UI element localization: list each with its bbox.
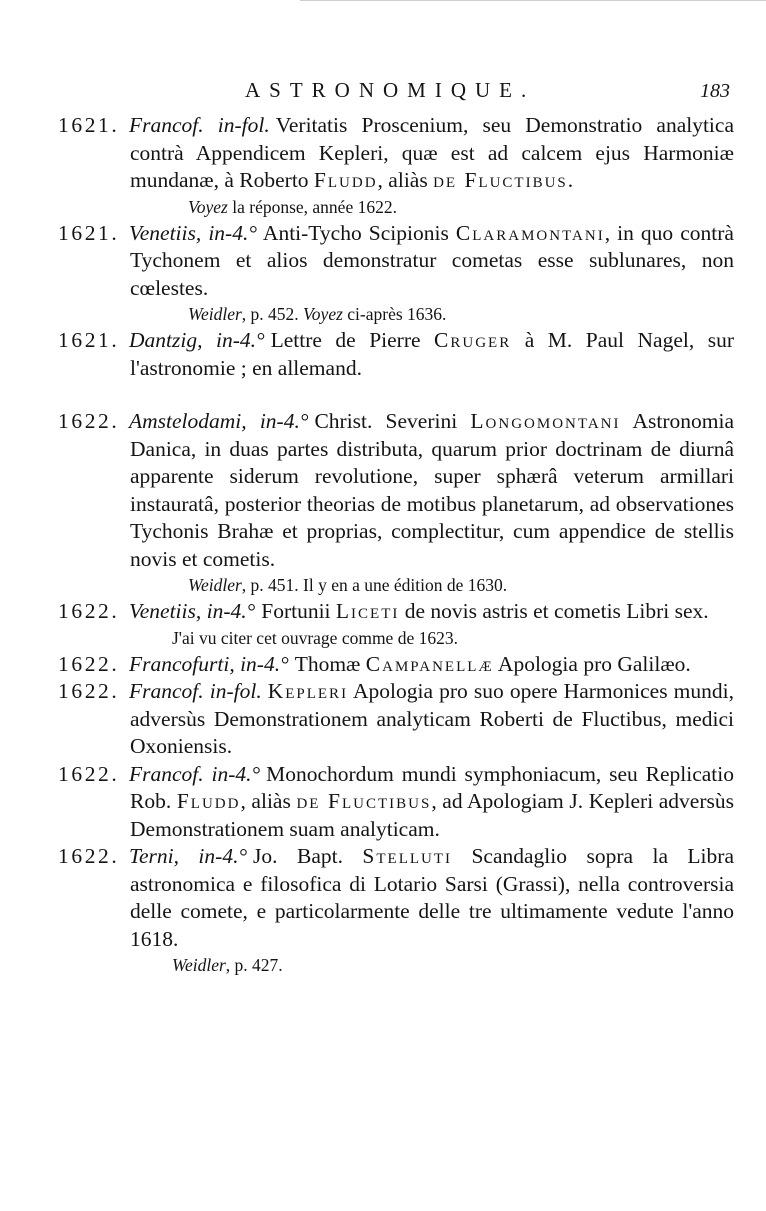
entry-body [130,651,734,679]
page-header [0,78,766,108]
entry-note [172,953,726,978]
note-italic: Weidler [188,304,242,324]
author-name: Campanellæ [365,651,494,676]
entry-place: Venetiis, in-4.° [129,220,257,245]
entry-note [188,573,726,598]
entry-year: 1622. [58,651,120,676]
entry-text: à M. Paul Nagel, sur l'astronomie ; en allemand. [130,328,734,380]
entry-year: 1621. [58,328,120,352]
entry-place: Francof. in-4.° [129,761,261,786]
entry-text: Veritatis Proscenium, seu Demonstratio analytica contrà Appendicem Kepleri, quæ est ad calcem ejus Harmoniæ mundanæ, à Roberto [130,113,734,192]
entry-1622-amstelodami [0,408,766,598]
entry-text: Apologia pro suo opere Harmonices mundi, adversùs Demonstrationem analyticam Roberti de Fluctibus, medici Oxoniensis. [130,679,734,758]
entry-place: Terni, in-4.° [129,844,248,868]
note-text: , p. 451. Il y en a une édition de 1630. [241,575,508,595]
entry-place: Venetiis, in-4.° [129,599,256,623]
entry-place: Amstelodami, in-4.° [129,409,309,433]
note-italic: Weidler [172,955,226,975]
top-rule [300,0,766,1]
entry-text: Jo. Bapt. [253,844,363,868]
entry-note [188,195,726,220]
entry-place: Dantzig, in-4.° [129,328,265,352]
entry-year: 1621. [58,113,120,137]
author-name: Cruger [434,328,512,352]
entry-body [130,112,734,195]
note-italic: Weidler [188,575,242,595]
author-alias: de Fluctibus [296,789,432,813]
entry-text: de novis astris et cometis Libri sex. [399,599,709,623]
entry-text: Lettre de Pierre [270,328,435,352]
entry-text: Astronomia Danica, in duas partes distributa, quarum prior doctrinam de diurnâ apparente siderum revolutione, super sphærâ veterum armillari instauratâ, posterior theorias de motibus planetarum, ad observationes Tychonis Brahæ et proprias, complectitur, cum appendice de stellis novis et cometis. [130,409,734,571]
entry-body [130,220,734,303]
entry-1621-venetiis [0,220,766,328]
entry-1621-dantzig [0,327,766,382]
entry-1622-francofurti [0,651,766,679]
entry-body [130,598,734,626]
page-number: 183 [700,80,730,102]
entry-year: 1622. [58,409,120,433]
entry-note [188,302,726,327]
author-name: Claramontani [455,220,605,245]
entry-1622-francof-fol [0,678,766,761]
entry-text: Christ. Severini [314,409,471,433]
entry-1622-venetiis [0,598,766,651]
entry-year: 1622. [58,844,120,868]
entry-1622-francof-4 [0,761,766,844]
running-title: ASTRONOMIQUE. [245,78,536,102]
entry-text: , aliàs [240,789,297,813]
entry-year: 1622. [58,599,120,623]
bibliography-entries [0,112,766,978]
entry-body [130,327,734,382]
entry-text: Thomæ [294,651,366,676]
entry-body [130,761,734,844]
entry-text: Apologia pro Galilæo. [493,651,691,676]
entry-text: , ad Apologiam J. Kepleri adversùs Demonstrationem suam analyticam. [130,789,734,841]
entry-year: 1622. [58,761,120,786]
note-text: la réponse, année 1622. [227,196,397,217]
entry-year: 1622. [58,679,120,703]
entry-text: Anti-Tycho Scipionis [262,220,456,245]
author-alias: de Fluctibus [433,168,568,192]
entry-place: Francof. in-fol. [129,113,270,137]
entry-1621-francof-fol [0,112,766,220]
entry-text: Monochordum mundi symphoniacum, seu Replicatio Rob. [130,761,735,813]
entry-body [130,843,734,953]
entry-text: Scandaglio sopra la Libra astronomica e filosofica di Lotario Sarsi (Grassi), nella controversia delle comete, e particolarmente delle tre ultimamente vedute l'anno 1618. [130,844,734,951]
entry-body [130,408,734,573]
note-text: , p. 452. [241,304,304,324]
note-italic: Voyez [303,304,343,324]
entry-body [130,678,734,761]
entry-note: J'ai vu citer cet ouvrage comme de 1623. [172,627,458,648]
entry-place: Francofurti, in-4.° [129,651,289,676]
entry-text: , in quo contrà Tychonem et alios demonstratur cometas esse sublunares, non cœlestes. [130,220,734,300]
author-name: Longomontani [470,409,621,433]
entry-place: Francof. in-fol. [129,679,262,703]
author-name: Fludd [176,789,241,813]
entry-text: Fortunii [261,599,336,623]
note-italic: Voyez [188,196,228,217]
author-name: Stelluti [362,844,453,868]
entry-text: . [567,168,574,192]
author-name: Liceti [335,599,400,623]
entry-1622-terni [0,843,766,978]
author-name: Kepleri [267,679,349,703]
entry-year: 1621. [58,220,120,245]
note-text: ci-après 1636. [342,304,447,324]
author-name: Fludd [313,168,378,192]
entry-text: , aliàs [377,168,434,192]
note-text: , p. 427. [225,955,283,975]
